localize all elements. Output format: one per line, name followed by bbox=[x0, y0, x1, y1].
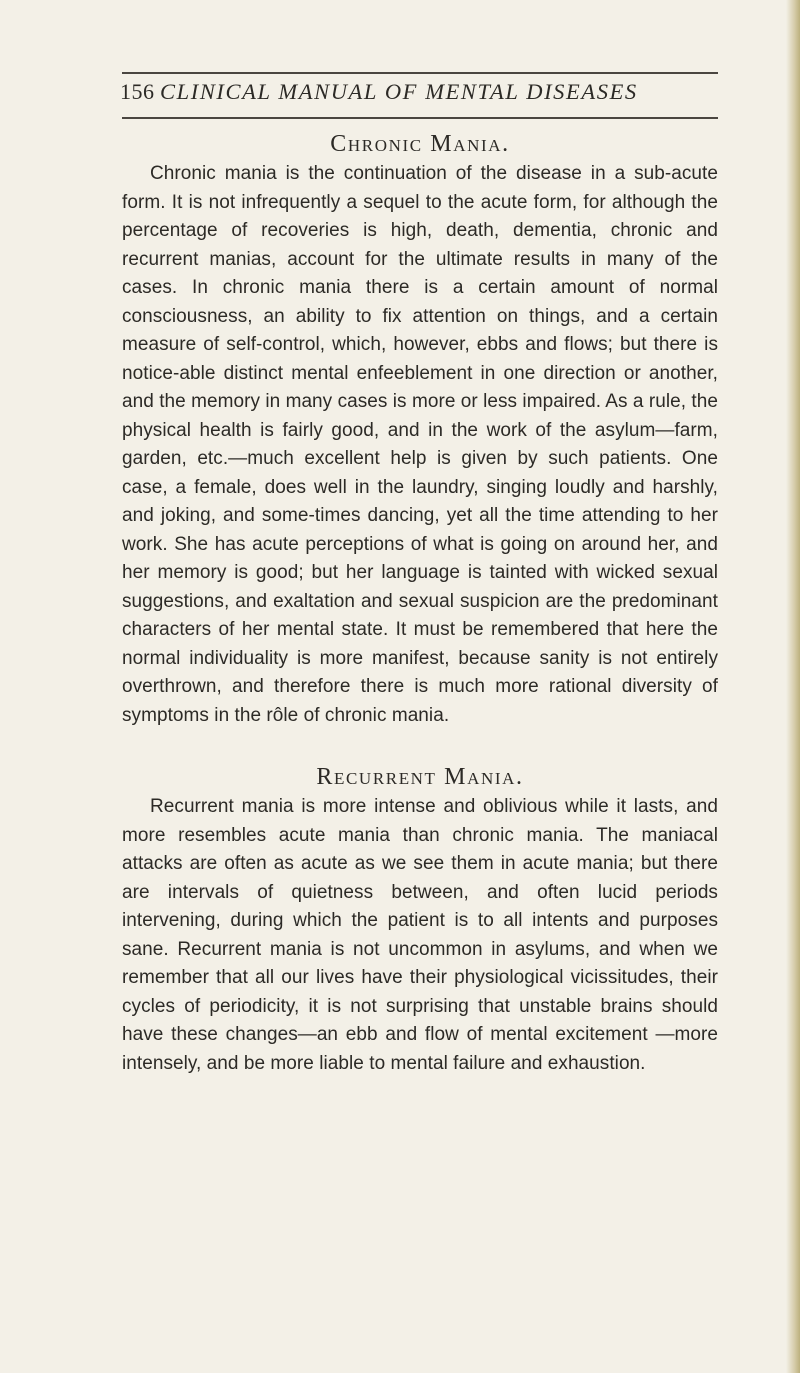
header-bottom-rule bbox=[122, 117, 718, 119]
paragraph-chronic-mania: Chronic mania is the continuation of the disease in a sub-acute form. It is not infrequently a sequel to the acute form, for although the percentage of recoveries is high, death, dementia, chronic and recurrent manias, account for the ultimate results in many of the cases. In chronic mania there is a certain amount of normal consciousness, an ability to fix attention on things, and a certain measure of self-control, which, however, ebbs and flows; but there is notice-able distinct mental enfeeblement in one direction or another, and the memory in many cases is more or less impaired. As a rule, the physical health is fairly good, and in the work of the asylum—farm, garden, etc.—much excellent help is given by such patients. One case, a female, does well in the laundry, singing loudly and harshly, and joking, and some-times dancing, yet all the time attending to her work. She has acute perceptions of what is going on around her, and her memory is good; but her language is tainted with wicked sexual suggestions, and exaltation and sexual suspicion are the predominant characters of her mental state. It must be remembered that here the normal individuality is more manifest, because sanity is not entirely overthrown, and therefore there is much more rational diversity of symptoms in the rôle of chronic mania. bbox=[122, 163, 718, 726]
page-edge bbox=[786, 0, 800, 1373]
running-title: CLINICAL MANUAL OF MENTAL DISEASES bbox=[160, 79, 638, 104]
header-top-rule bbox=[122, 72, 718, 74]
section-heading-chronic-mania: Chronic Mania. bbox=[330, 131, 510, 157]
page-number: 156 bbox=[120, 79, 155, 104]
paragraph-recurrent-mania: Recurrent mania is more intense and oblivious while it lasts, and more resembles acute mania than chronic mania. The maniacal attacks are often as acute as we see them in acute mania; but there are intervals of quietness between, and often lucid periods intervening, during which the patient is to all intents and purposes sane. Recurrent mania is not uncommon in asylums, and when we remember that all our lives have their physiological vicissitudes, their cycles of periodicity, it is not surprising that unstable brains should have these changes—an ebb and flow of mental excitement —more intensely, and be more liable to mental failure and exhaustion. bbox=[122, 796, 718, 1074]
running-header bbox=[120, 79, 720, 111]
section-heading-recurrent-mania: Recurrent Mania. bbox=[316, 764, 524, 790]
